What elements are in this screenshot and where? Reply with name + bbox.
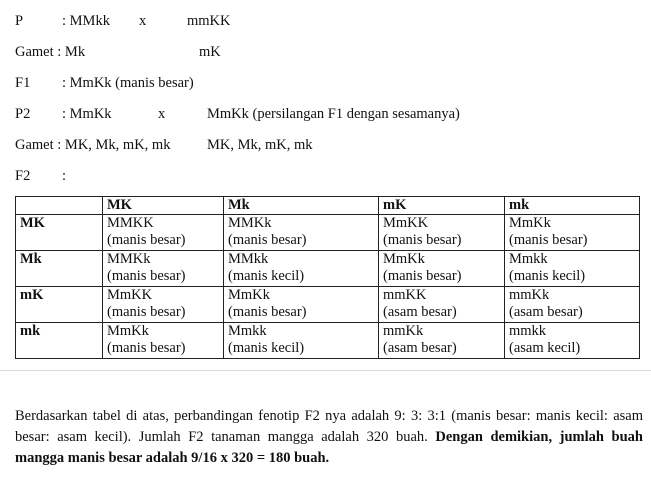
phenotype: (asam kecil) <box>509 340 581 356</box>
table-header-cell: mk <box>505 197 640 215</box>
table-cell <box>379 323 505 359</box>
table-header-cell: MK <box>103 197 224 215</box>
table-corner-cell <box>16 197 103 215</box>
p2-parent2: MmKk (persilangan F1 dengan sesamanya) <box>207 106 460 122</box>
punnett-table <box>15 196 640 359</box>
p2-label: P2 <box>15 106 31 122</box>
genotype: MmKk <box>107 323 149 339</box>
row-head-cell: mK <box>16 287 103 323</box>
table-row <box>16 251 640 287</box>
table-cell <box>379 215 505 251</box>
genotype: MmKK <box>107 287 153 303</box>
row-head-cell: mk <box>16 323 103 359</box>
phenotype: (asam besar) <box>383 340 457 356</box>
phenotype: (manis besar) <box>107 232 186 248</box>
gamet2-label: Gamet : MK, Mk, mK, mk <box>15 137 171 153</box>
table-cell <box>224 215 379 251</box>
table-cell <box>103 215 224 251</box>
table-header-row <box>16 197 640 215</box>
table-cell <box>505 323 640 359</box>
genotype: mmKK <box>383 287 427 303</box>
table-cell <box>505 287 640 323</box>
gamet1-label: Gamet : Mk <box>15 44 86 60</box>
table-row <box>16 323 640 359</box>
p-cross-symbol: x <box>139 13 147 29</box>
f2-label: F2 <box>15 168 31 184</box>
phenotype: (manis besar) <box>107 268 186 284</box>
phenotype: (manis besar) <box>509 232 588 248</box>
f1-label: F1 <box>15 75 31 91</box>
table-cell <box>103 251 224 287</box>
table-header-cell: Mk <box>224 197 379 215</box>
f2-colon: : <box>62 168 67 184</box>
table-cell <box>505 251 640 287</box>
table-row <box>16 215 640 251</box>
genotype: mmKk <box>509 287 550 303</box>
phenotype: (manis besar) <box>383 268 462 284</box>
genotype: MmKK <box>383 215 429 231</box>
phenotype: (asam besar) <box>383 304 457 320</box>
table-cell <box>505 215 640 251</box>
phenotype: (manis besar) <box>228 232 307 248</box>
genotype: Mmkk <box>228 323 267 339</box>
p2-parent1: : MmKk <box>62 106 112 122</box>
conclusion-text: Berdasarkan tabel di atas, perbandingan fenotip F2 nya adalah 9: 3: 3:1 (manis besar: manis kecil: asam besar: asam kecil). Jumlah F2 tanaman mangga adalah 320 buah. <box>15 408 643 445</box>
genotype: MMKk <box>228 215 272 231</box>
genotype: MMkk <box>228 251 269 267</box>
phenotype: (manis kecil) <box>228 268 305 284</box>
phenotype: (manis besar) <box>228 304 307 320</box>
table-cell <box>224 287 379 323</box>
f1-value: : MmKk (manis besar) <box>62 75 194 91</box>
p-parent1: : MMkk <box>62 13 110 29</box>
p2-cross-symbol: x <box>158 106 166 122</box>
table-cell <box>224 251 379 287</box>
genotype: MMKK <box>107 215 154 231</box>
phenotype: (manis besar) <box>383 232 462 248</box>
conclusion-bold-text: Dengan demikian, jumlah buah mangga manis besar adalah 9/16 x 320 = 180 buah. <box>15 429 643 466</box>
table-cell <box>379 287 505 323</box>
divider <box>0 370 651 371</box>
phenotype: (asam besar) <box>509 304 583 320</box>
table-row <box>16 287 640 323</box>
gamet2-gametes2: MK, Mk, mK, mk <box>207 137 313 153</box>
p-parent2: mmKK <box>187 13 231 29</box>
phenotype: (manis kecil) <box>509 268 586 284</box>
table-cell <box>103 323 224 359</box>
conclusion-paragraph <box>15 406 643 469</box>
phenotype: (manis besar) <box>107 340 186 356</box>
genotype: MmKk <box>228 287 270 303</box>
genotype: MmKk <box>383 251 425 267</box>
p-label: P <box>15 13 24 29</box>
table-header-cell: mK <box>379 197 505 215</box>
genotype: mmKk <box>383 323 424 339</box>
genotype: MMKk <box>107 251 151 267</box>
genotype: Mmkk <box>509 251 548 267</box>
genotype: MmKk <box>509 215 551 231</box>
table-cell <box>103 287 224 323</box>
gamet1-gamete2: mK <box>199 44 221 60</box>
phenotype: (manis kecil) <box>228 340 305 356</box>
row-head-cell: Mk <box>16 251 103 287</box>
table-cell <box>379 251 505 287</box>
row-head-cell: MK <box>16 215 103 251</box>
phenotype: (manis besar) <box>107 304 186 320</box>
table-cell <box>224 323 379 359</box>
genotype: mmkk <box>509 323 547 339</box>
